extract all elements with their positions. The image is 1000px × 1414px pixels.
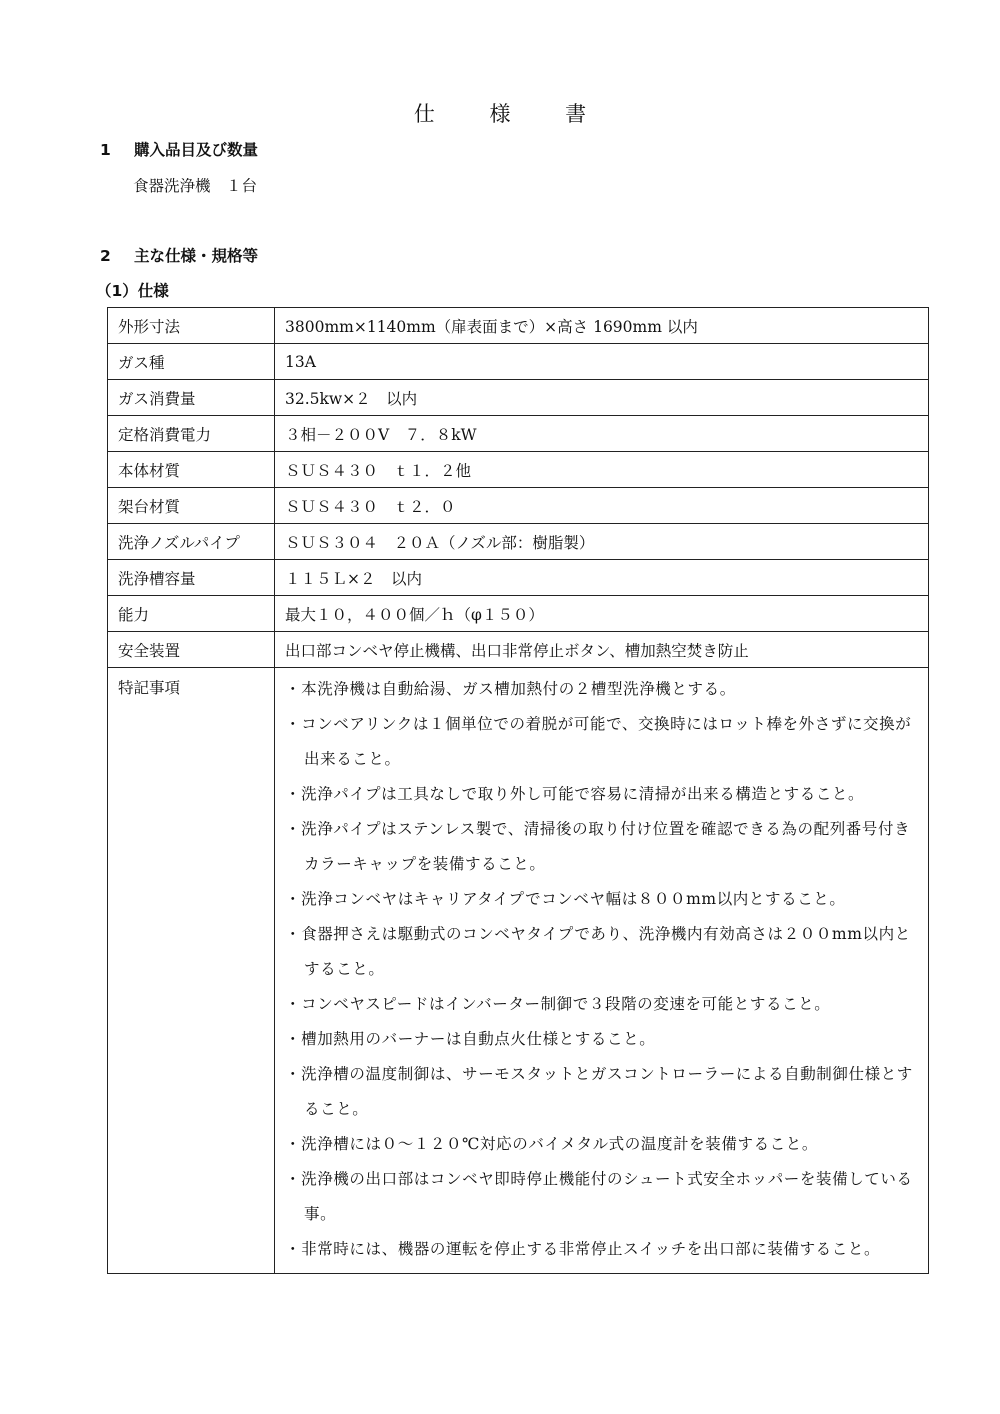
table-row [108, 596, 929, 632]
spec-value: 13A [275, 344, 929, 380]
purchase-item: 食器洗浄機 １台 [133, 177, 258, 195]
note-item: ・コンベヤスピードはインバーター制御で３段階の変速を可能とすること。 [285, 995, 831, 1013]
spec-value: 出口部コンベヤ停止機構、出口非常停止ボタン、槽加熱空焚き防止 [275, 632, 929, 668]
subsection-heading: （1）仕様 [96, 282, 169, 300]
notes-label: 特記事項 [108, 668, 275, 1274]
table-row [108, 560, 929, 596]
spec-value: ３相－２００V ７．８kW [275, 416, 929, 452]
table-row [108, 308, 929, 344]
spec-label: 洗浄ノズルパイプ [108, 524, 275, 560]
table-row [108, 488, 929, 524]
note-item: ・洗浄コンベヤはキャリアタイプでコンベヤ幅は８００mm以内とすること。 [285, 890, 846, 908]
note-item: ・コンベアリンクは１個単位での着脱が可能で、交換時にはロット棒を外さずに交換が出来ること。 [285, 715, 912, 768]
spec-value: １１５Ｌ×２ 以内 [275, 560, 929, 596]
section-number: 2 [100, 247, 111, 265]
spec-label: 外形寸法 [108, 308, 275, 344]
note-item: ・洗浄機の出口部はコンベヤ即時停止機能付のシュート式安全ホッパーを装備している事。 [285, 1170, 913, 1223]
spec-value: 32.5kw×２ 以内 [275, 380, 929, 416]
table-row [108, 380, 929, 416]
spec-label: 洗浄槽容量 [108, 560, 275, 596]
spec-table [107, 307, 929, 1274]
spec-label: 定格消費電力 [108, 416, 275, 452]
spec-value: ＳＵＳ３０４ ２０Ａ（ノズル部：樹脂製） [275, 524, 929, 560]
note-item: ・食器押さえは駆動式のコンベヤタイプであり、洗浄機内有効高さは２００mm以内とすること。 [285, 925, 911, 978]
note-item: ・洗浄槽の温度制御は、サーモスタットとガスコントローラーによる自動制御仕様とすること。 [285, 1065, 913, 1118]
notes-cell [275, 668, 929, 1274]
spec-label: 本体材質 [108, 452, 275, 488]
section-2-heading [100, 244, 258, 266]
spec-label: 架台材質 [108, 488, 275, 524]
table-row [108, 632, 929, 668]
note-item: ・洗浄パイプはステンレス製で、清掃後の取り付け位置を確認できる為の配列番号付きカラーキャップを装備すること。 [285, 820, 911, 873]
spec-label: 安全装置 [108, 632, 275, 668]
table-row [108, 452, 929, 488]
note-item: ・洗浄パイプは工具なしで取り外し可能で容易に清掃が出来る構造とすること。 [285, 785, 865, 803]
spec-label: ガス種 [108, 344, 275, 380]
section-number: 1 [100, 141, 111, 159]
table-row [108, 344, 929, 380]
note-item: ・非常時には、機器の運転を停止する非常停止スイッチを出口部に装備すること。 [285, 1240, 881, 1258]
notes-row [108, 668, 929, 1274]
table-row [108, 416, 929, 452]
spec-value: ＳＵＳ４３０ ｔ１．２他 [275, 452, 929, 488]
spec-value: ＳＵＳ４３０ ｔ２．０ [275, 488, 929, 524]
table-row [108, 524, 929, 560]
section-title: 購入品目及び数量 [134, 141, 259, 159]
spec-value: 最大１０，４００個／ｈ（φ１５０） [275, 596, 929, 632]
note-item: ・槽加熱用のバーナーは自動点火仕様とすること。 [285, 1030, 656, 1048]
document-title: 仕 様 書 [413, 102, 611, 126]
note-item: ・洗浄槽には０～１２０℃対応のバイメタル式の温度計を装備すること。 [285, 1135, 818, 1153]
spec-value: 3800mm×1140mm（扉表面まで）×高さ 1690mm 以内 [275, 308, 929, 344]
section-1-heading [100, 138, 258, 160]
section-title: 主な仕様・規格等 [134, 247, 259, 265]
spec-label: 能力 [108, 596, 275, 632]
note-item: ・本洗浄機は自動給湯、ガス槽加熱付の２槽型洗浄機とする。 [285, 680, 736, 698]
spec-label: ガス消費量 [108, 380, 275, 416]
